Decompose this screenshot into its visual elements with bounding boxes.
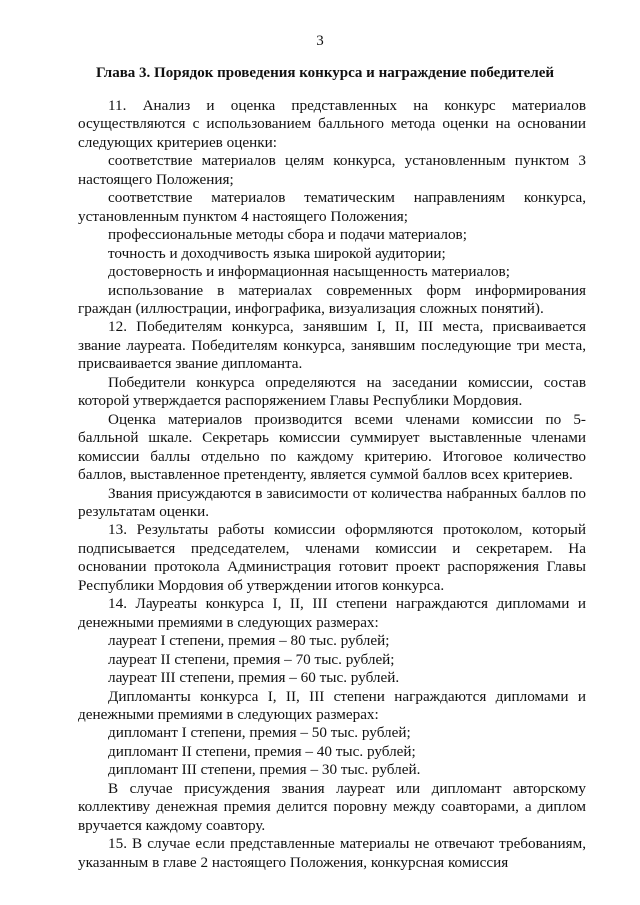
paragraph-criterion-methods: профессиональные методы сбора и подачи материалов; xyxy=(108,226,467,244)
paragraph-diploma-holders: Дипломанты конкурса I, II, III степени награждаются дипломами и денежными премиями в следующих размерах: xyxy=(78,687,586,723)
chapter-title: Глава 3. Порядок проведения конкурса и награждение победителей xyxy=(95,65,555,81)
chapter-body xyxy=(78,97,586,872)
paragraph-titles-awarded: Звания присуждаются в зависимости от количества набранных баллов по результатам оценки. xyxy=(78,484,586,520)
paragraph-clause-14: 14. Лауреаты конкурса I, II, III степени награждаются дипломами и денежными премиями в следующих размерах: xyxy=(78,595,586,631)
paragraph-clause-15: 15. В случае если представленные материалы не отвечают требованиям, указанным в главе 2 настоящего Положения, конкурсная комиссия xyxy=(78,835,586,871)
paragraph-diploma-3: дипломант III степени, премия – 30 тыс. рублей. xyxy=(108,761,421,779)
paragraph-clause-11: 11. Анализ и оценка представленных на конкурс материалов осуществляются с использованием балльного метода оценки на основании следующих критериев оценки: xyxy=(78,97,586,151)
paragraph-criterion-goals: соответствие материалов целям конкурса, установленным пунктом 3 настоящего Положения; xyxy=(78,152,586,188)
paragraph-winners-determination: Победители конкурса определяются на заседании комиссии, состав которой утверждается распоряжением Главы Республики Мордовия. xyxy=(78,373,586,410)
paragraph-laureate-3: лауреат III степени, премия – 60 тыс. рублей. xyxy=(108,669,400,687)
paragraph-laureate-1: лауреат I степени, премия – 80 тыс. рублей; xyxy=(108,632,390,650)
paragraph-criterion-modern-forms: использование в материалах современных форм информирования граждан (иллюстрации, инфографика, визуализация сложных понятий). xyxy=(78,281,586,317)
paragraph-diploma-1: дипломант I степени, премия – 50 тыс. рублей; xyxy=(108,724,411,742)
paragraph-criterion-topics: соответствие материалов тематическим направлениям конкурса, установленным пунктом 4 настоящего Положения; xyxy=(78,189,586,225)
paragraph-diploma-2: дипломант II степени, премия – 40 тыс. рублей; xyxy=(108,742,416,760)
paragraph-clause-12: 12. Победителям конкурса, занявшим I, II, III места, присваивается звание лауреата. Победителям конкурса, занявшим последующие три места, присваивается звание дипломанта. xyxy=(78,318,586,373)
paragraph-collective-award: В случае присуждения звания лауреат или дипломант авторскому коллективу денежная премия делится поровну между соавторами, а диплом вручается каждому соавтору. xyxy=(78,779,586,834)
paragraph-criterion-reliability: достоверность и информационная насыщенность материалов; xyxy=(108,263,510,281)
paragraph-laureate-2: лауреат II степени, премия – 70 тыс. рублей; xyxy=(108,650,395,668)
page-number: 3 xyxy=(316,33,324,49)
paragraph-clause-13: 13. Результаты работы комиссии оформляются протоколом, который подписывается председателем, членами комиссии и секретарем. На основании протокола Администрация готовит проект распоряжения Главы Республики Мордовия об утверждении итогов конкурса. xyxy=(78,521,586,594)
paragraph-criterion-language: точность и доходчивость языка широкой аудитории; xyxy=(108,244,446,262)
paragraph-evaluation-scale: Оценка материалов производится всеми членами комиссии по 5-балльной шкале. Секретарь комиссии суммирует выставленные членами комиссии баллы отдельно по каждому критерию. Итоговое количество баллов, выставленное претенденту, является суммой баллов всех критериев. xyxy=(78,410,586,484)
